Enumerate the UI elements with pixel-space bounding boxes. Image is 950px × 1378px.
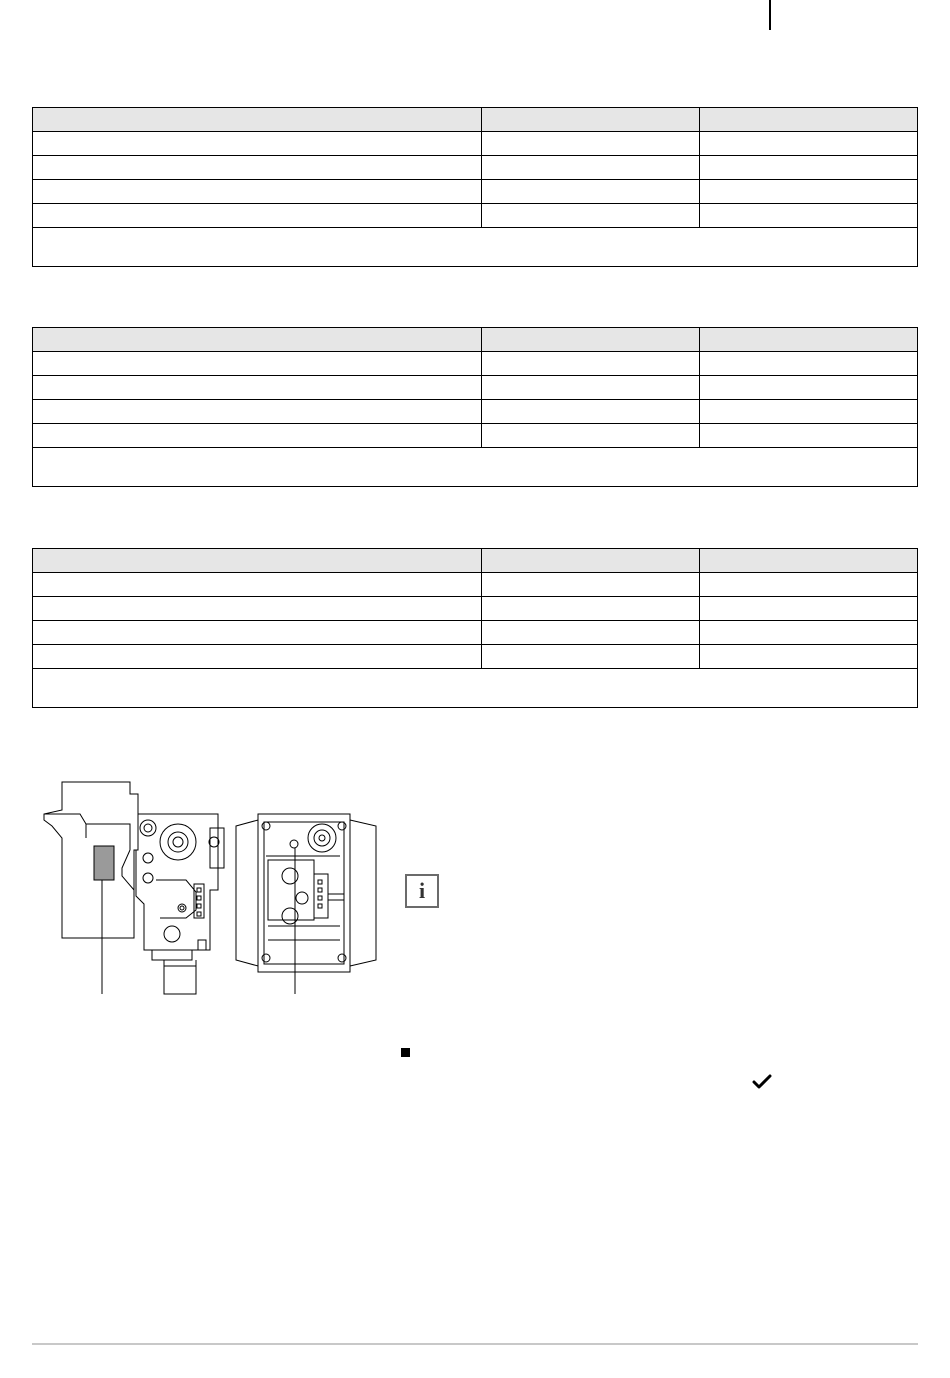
table-row xyxy=(33,180,918,204)
table-cell xyxy=(699,597,917,621)
table-header-row xyxy=(33,549,918,573)
table-cell xyxy=(699,180,917,204)
table-row xyxy=(33,156,918,180)
table-cell xyxy=(699,352,917,376)
spec-table-2 xyxy=(32,327,918,487)
table-header-cell xyxy=(33,549,482,573)
table-note-row xyxy=(33,228,918,267)
table-row xyxy=(33,132,918,156)
table-cell xyxy=(699,156,917,180)
table-cell xyxy=(33,621,482,645)
table-header-cell xyxy=(699,108,917,132)
spec-table-1 xyxy=(32,107,918,267)
table-header-cell xyxy=(481,549,699,573)
table-note xyxy=(33,669,918,708)
table-cell xyxy=(481,376,699,400)
table-row xyxy=(33,204,918,228)
table-row xyxy=(33,424,918,448)
table-cell xyxy=(481,132,699,156)
table-row xyxy=(33,597,918,621)
table-cell xyxy=(481,352,699,376)
table-cell xyxy=(699,132,917,156)
table-cell xyxy=(33,424,482,448)
table-header-cell xyxy=(33,328,482,352)
table-note-row xyxy=(33,669,918,708)
table-cell xyxy=(33,645,482,669)
table-header-row xyxy=(33,328,918,352)
table-cell xyxy=(33,132,482,156)
table-cell xyxy=(699,573,917,597)
table-row xyxy=(33,352,918,376)
table-cell xyxy=(481,573,699,597)
table-note xyxy=(33,448,918,487)
table-note xyxy=(33,228,918,267)
table-cell xyxy=(699,204,917,228)
info-icon: i xyxy=(405,874,439,908)
table-header-cell xyxy=(481,108,699,132)
table-note-row xyxy=(33,448,918,487)
table-cell xyxy=(33,156,482,180)
gas-valve-illustration xyxy=(40,780,380,1000)
table-cell xyxy=(481,621,699,645)
table-cell xyxy=(699,376,917,400)
table-cell xyxy=(33,597,482,621)
table-cell xyxy=(699,645,917,669)
table-cell xyxy=(33,180,482,204)
table-cell xyxy=(33,352,482,376)
table-cell xyxy=(699,621,917,645)
table-cell xyxy=(33,400,482,424)
table-cell xyxy=(33,573,482,597)
table-cell xyxy=(481,597,699,621)
table-row xyxy=(33,573,918,597)
table-row xyxy=(33,376,918,400)
table-cell xyxy=(481,204,699,228)
table-header-cell xyxy=(699,549,917,573)
header-rule xyxy=(769,0,771,30)
table-cell xyxy=(481,400,699,424)
table-cell xyxy=(33,376,482,400)
table-cell xyxy=(699,400,917,424)
table-cell xyxy=(33,204,482,228)
table-cell xyxy=(481,180,699,204)
table-row xyxy=(33,621,918,645)
table-header-cell xyxy=(481,328,699,352)
table-cell xyxy=(481,645,699,669)
table-cell xyxy=(699,424,917,448)
table-row xyxy=(33,645,918,669)
table-cell xyxy=(481,156,699,180)
table-cell xyxy=(481,424,699,448)
spec-table-3 xyxy=(32,548,918,708)
square-bullet-icon xyxy=(401,1048,410,1057)
table-header-row xyxy=(33,108,918,132)
footer-rule xyxy=(32,1343,918,1345)
table-header-cell xyxy=(33,108,482,132)
table-header-cell xyxy=(699,328,917,352)
table-row xyxy=(33,400,918,424)
check-icon xyxy=(752,1074,772,1090)
